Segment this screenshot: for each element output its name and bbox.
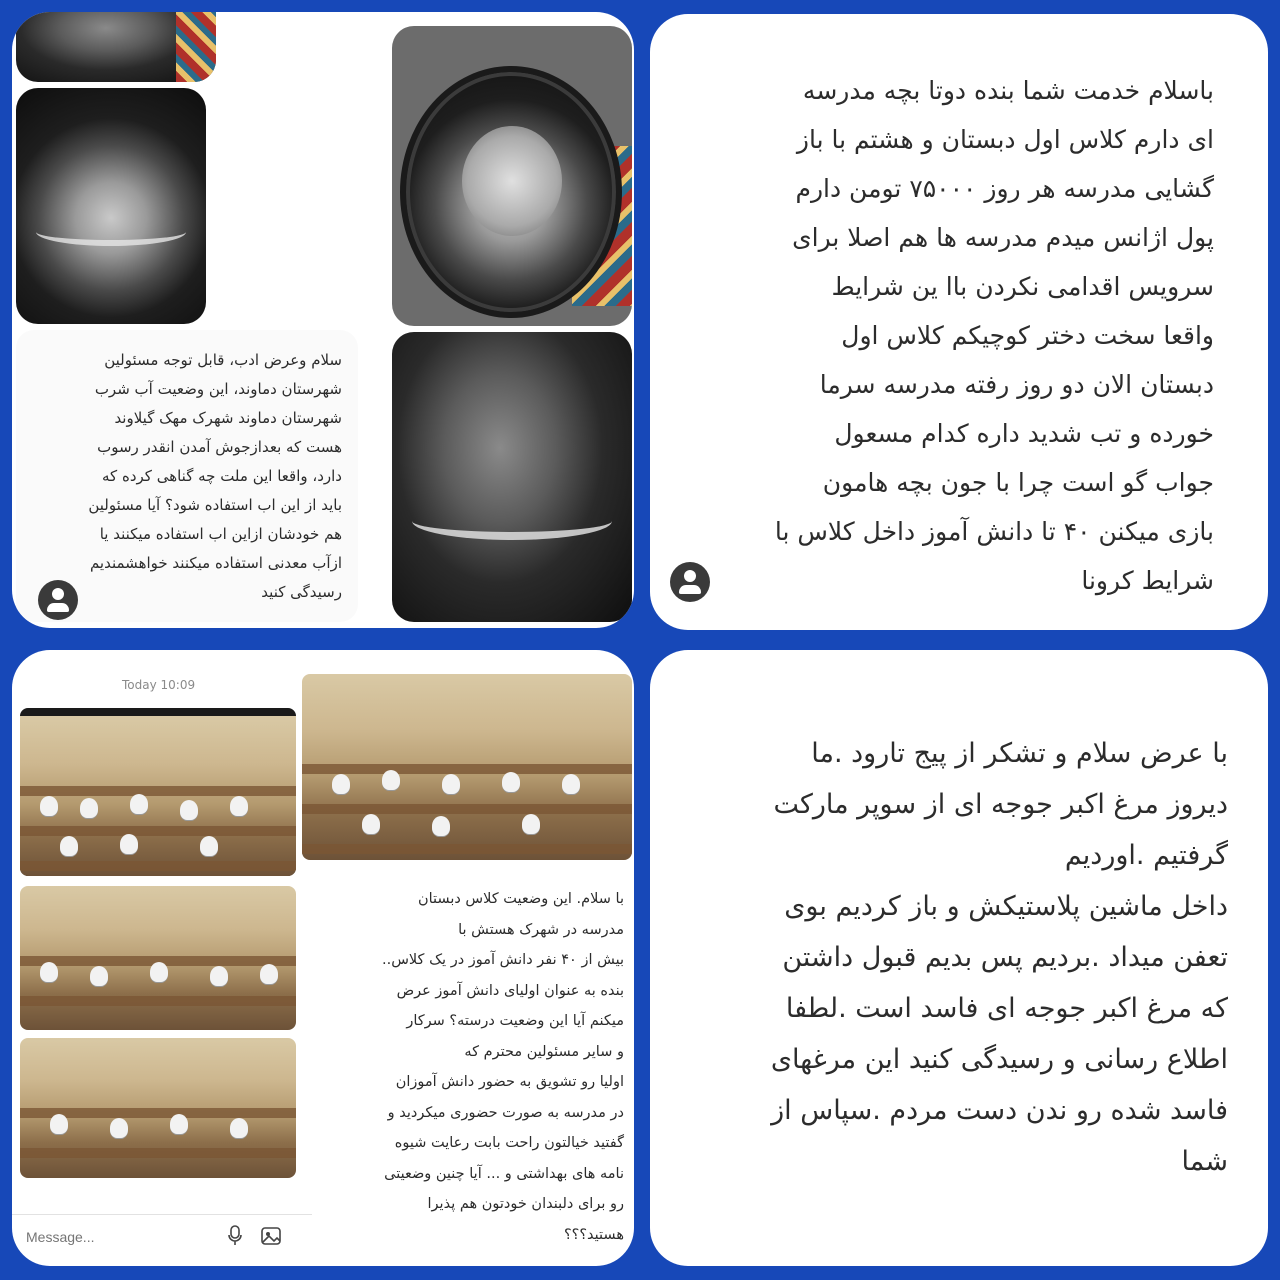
message-input-bar (12, 1214, 312, 1259)
microphone-icon[interactable] (228, 1225, 240, 1243)
message-text: باسلام خدمت شما بنده دوتا بچه مدرسه ای دارم کلاس اول دبستان و هشتم با باز گشایی مدرسه هر روز ۷۵۰۰۰ تومن دارم پول اژانس میدم مدرسه ها هم اصلا برای سرویس اقدامی نکردن باا ین شرایط واقعا سخت دختر کوچیکم کلاس اول دبستان الان دو روز رفته مدرسه سرما خورده و تب شدید داره کدام مسعول جواب گو است چرا با جون بچه هامون بازی میکنن ۴۰ تا دانش آموز داخل کلاس با شرایط کرونا (774, 76, 1214, 595)
classroom-photo-1[interactable] (20, 708, 296, 876)
message-text: با عرض سلام و تشکر از پیج تارود .ما دیروز مرغ اکبر جوجه ای از سوپر مارکت گرفتیم .اوردیم داخل ماشین پلاستیکش و باز کردیم بوی تعفن میداد .بردیم پس بدیم قبول داشتن که مرغ اکبر جوجه ای فاسد است .لطفا اطلاع رسانی و رسیدگی کنید این مرغهای فاسد شده رو ندن دست مردم .سپاس از شما (770, 738, 1228, 1177)
pan-photo-left (16, 88, 206, 324)
panel-spoiled-chicken (650, 650, 1268, 1266)
classroom-photo-2[interactable] (302, 674, 632, 860)
pan-photo-right-bottom (392, 332, 632, 622)
classroom-photo-4[interactable] (20, 1038, 296, 1178)
image-icon[interactable] (260, 1225, 282, 1251)
panel-crowded-class (12, 650, 634, 1266)
comment-text: سلام وعرض ادب، قابل توجه مسئولین شهرستان دماوند، این وضعیت آب شرب شهرستان دماوند شهرک مهک گیلاوند هست که بعدازجوش آمدن انقدر رسوب دارد، واقعا این ملت چه گناهی کرده که باید از این اب استفاده شود؟ آیا مسئولین هم خودشان ازاین اب استفاده میکنند یا ازآب معدنی استفاده میکنند خواهشمندیم رسیدگی کنید (88, 351, 342, 601)
message-input[interactable] (24, 1225, 208, 1249)
timestamp: Today 10:09 (122, 678, 196, 692)
pan-photo-right-top (392, 26, 632, 326)
user-avatar-icon[interactable] (670, 562, 710, 602)
panel-school-transport (650, 14, 1268, 630)
comment-card (16, 330, 358, 622)
pan-photo-top-small (16, 12, 216, 82)
message-text: با سلام. این وضعیت کلاس دبستان مدرسه در شهرک هستش با بیش از ۴۰ نفر دانش آموز در یک کلاس.. بنده به عنوان اولیای دانش آموز عرض میکنم آیا این وضعیت درسته؟ سرکار و سایر مسئولین محترم که اولیا رو تشویق به حضور دانش آموزان در مدرسه به صورت حضوری میکردید و گفتید خیالتون راحت بابت رعایت شیوه نامه های بهداشتی و ... آیا چنین وضعیتی رو برای دلبندان خودتون هم پذیرا هستید؟؟؟ (381, 891, 624, 1243)
user-avatar-icon[interactable] (38, 580, 78, 620)
classroom-photo-3[interactable] (20, 886, 296, 1030)
panel-water-complaint (12, 12, 634, 628)
